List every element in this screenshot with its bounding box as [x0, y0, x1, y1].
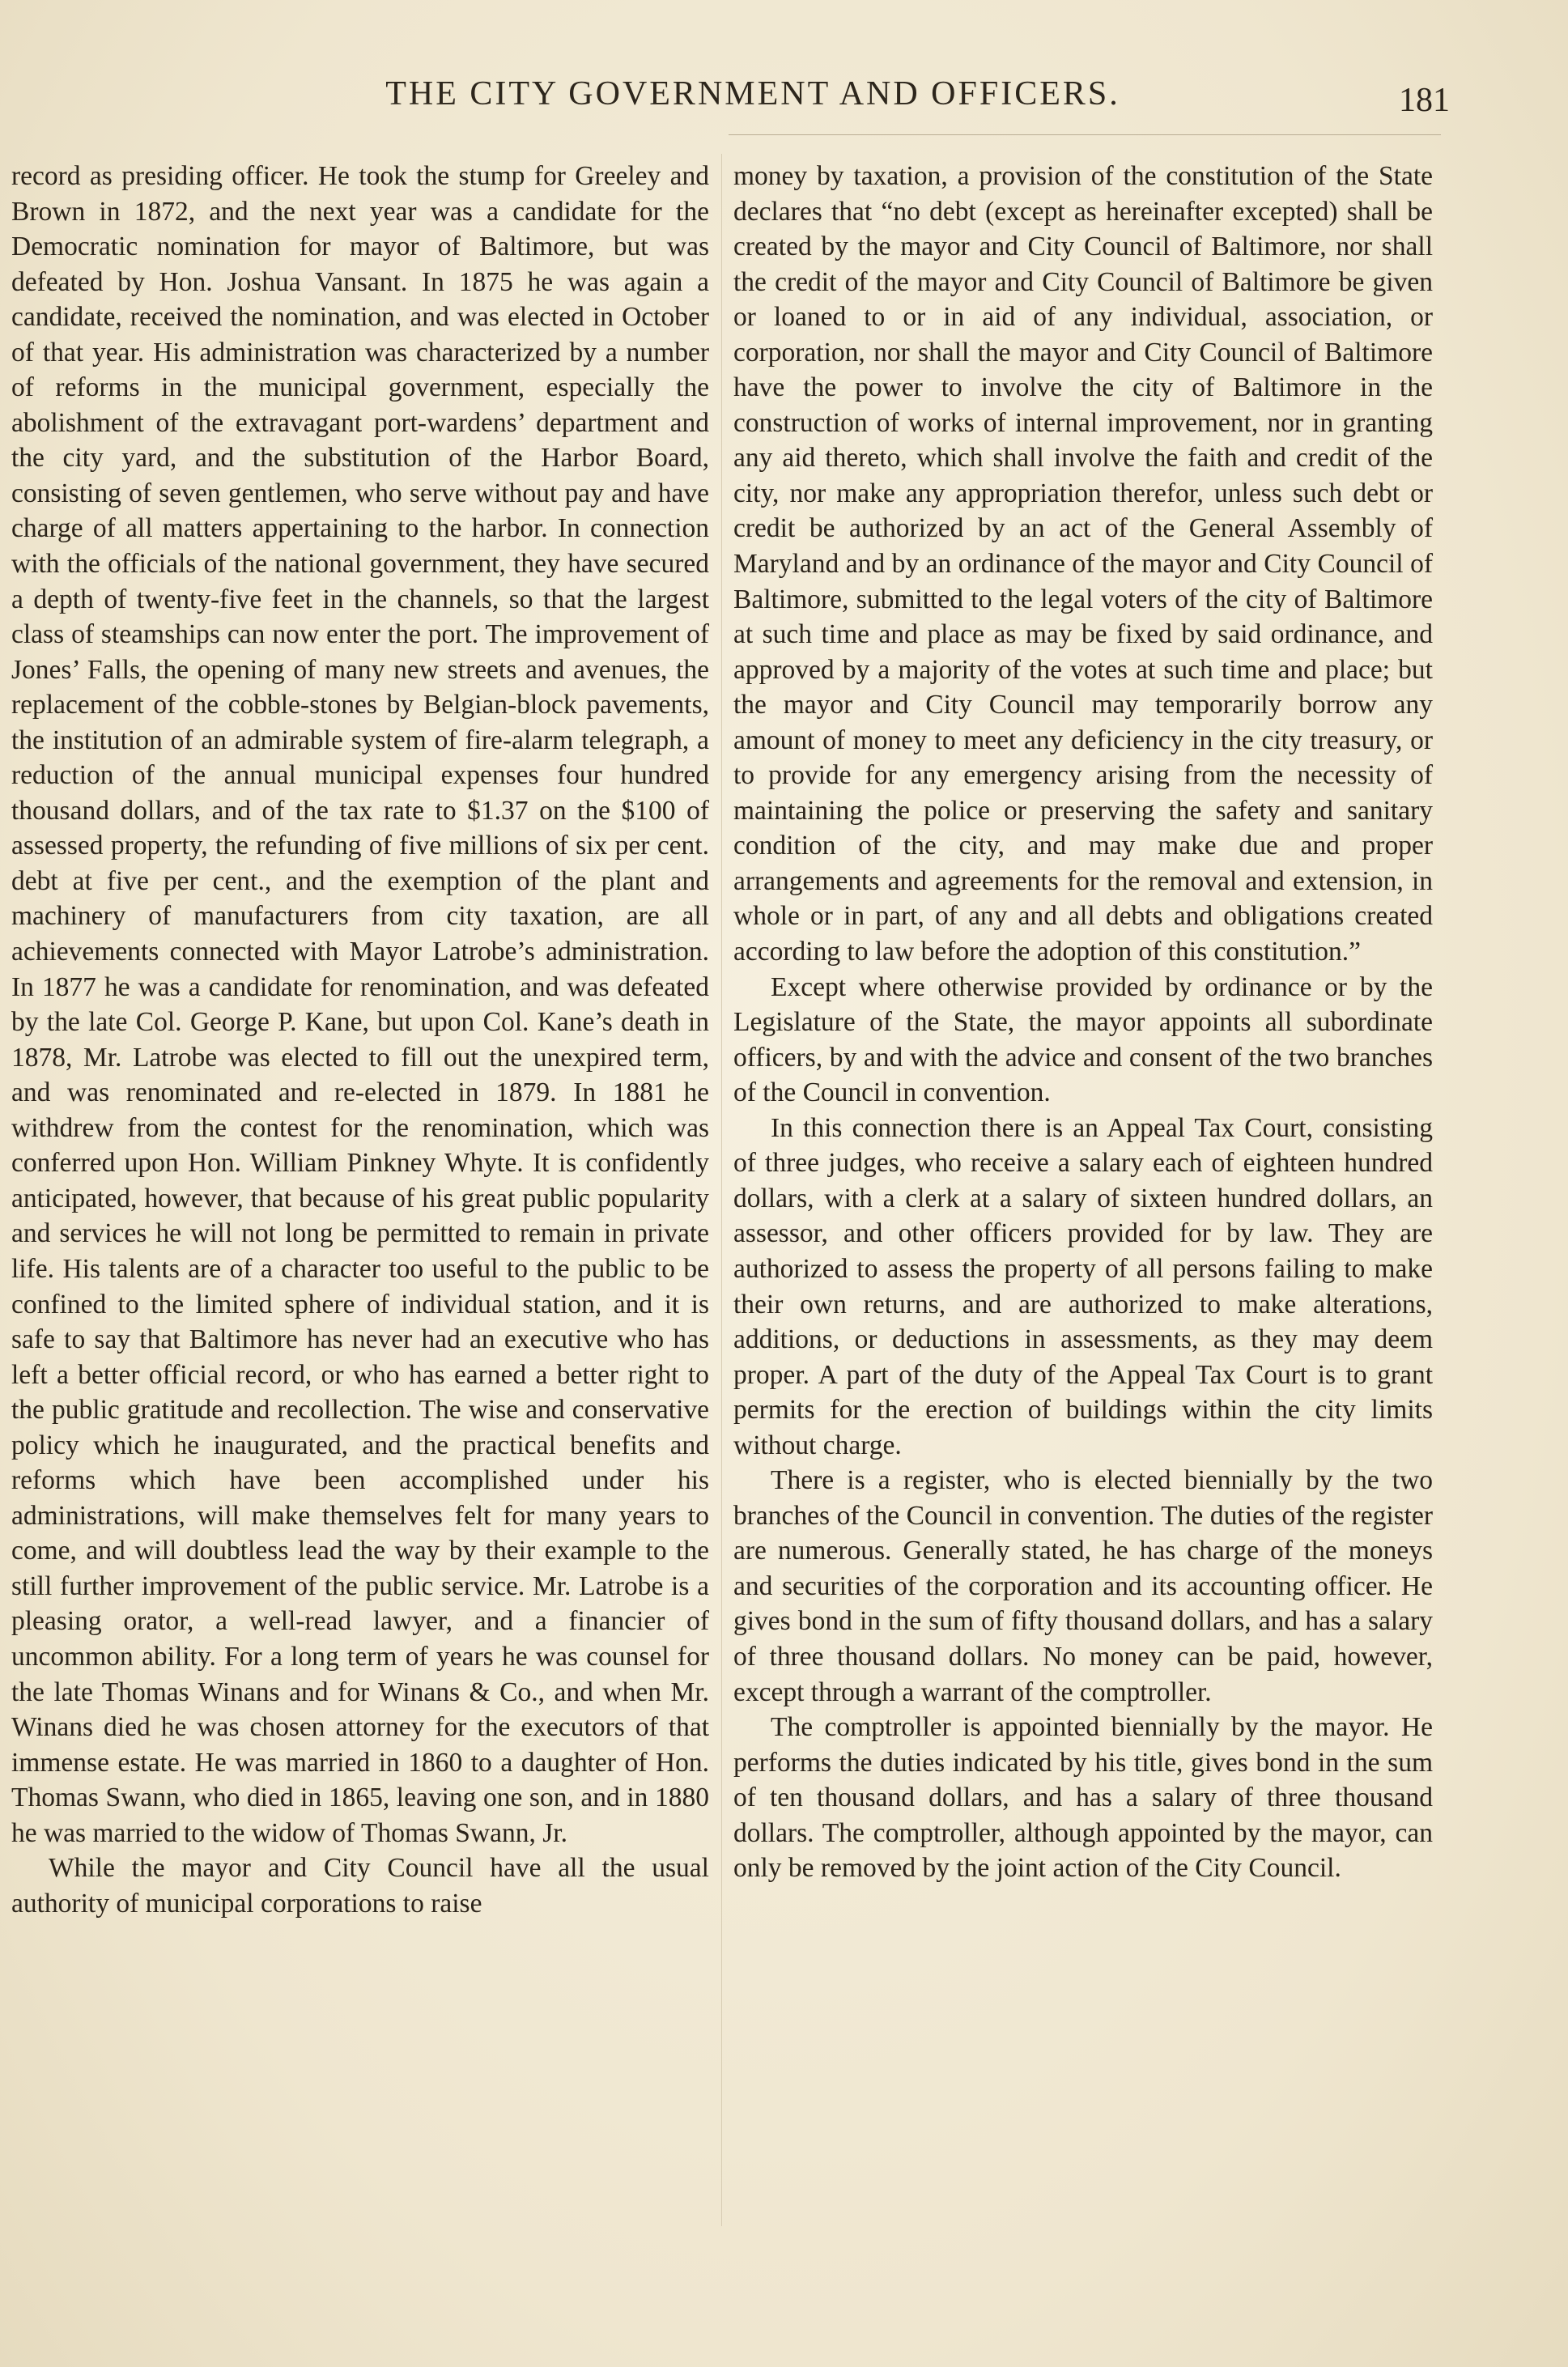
paragraph: In this connection there is an Appeal Tax Court, consisting of three judges, who receive a salary each of eighteen hundred dollars, with a clerk at a salary of sixteen hundred dollars, an assessor, and other officers provided for by law. They are authorized to assess the property of all persons failing to make their own returns, and are authorized to make alterations, additions, or deductions in assessments, as they may deem proper. A part of the duty of the Appeal Tax Court is to grant permits for the erection of buildings within the city limits without charge.	[733, 1112, 1433, 1460]
running-head: THE CITY GOVERNMENT AND OFFICERS.	[385, 75, 1120, 113]
paragraph: money by taxation, a provision of the constitution of the State declares that “no debt (except as hereinafter excepted) shall be created by the mayor and City Council of Baltimore, nor shall the credit of the mayor and City Council of Baltimore be given or loaned to or in aid of any individual, association, or corporation, nor shall the mayor and City Council of Baltimore have the power to involve the city of Baltimore in the construction of works of internal improvement, nor in granting any aid thereto, which shall involve the faith and credit of the city, nor make any appropriation therefor, unless such debt or credit be authorized by an act of the General Assembly of Maryland and by an ordinance of the mayor and City Council of Baltimore, submitted to the legal voters of the city of Baltimore at such time and place as may be fixed by said ordinance, and approved by a majority of the votes at such time and place; but the mayor and City Council may temporarily borrow any amount of money to meet any deficiency in the city treasury, or to provide for any emergency arising from the necessity of maintaining the police or preserving the safety and sanitary condition of the city, and may make due and proper arrangements and agreements for the removal and extension, in whole or in part, of any and all debts and obligations created according to law before the adoption of this constitution.”	[733, 161, 1433, 967]
paragraph: Except where otherwise provided by ordinance or by the Legislature of the State, the mayor appoints all subordinate officers, by and with the advice and consent of the two branches of the Council in convention.	[733, 971, 1433, 1108]
page-number: 181	[1399, 82, 1450, 119]
paragraph: While the mayor and City Council have all the usual authority of municipal corporations to raise	[11, 1853, 709, 1919]
paragraph: record as presiding officer. He took the stump for Greeley and Brown in 1872, and the next year was a candidate for the Democratic nomination for mayor of Baltimore, but was defeated by Hon. Joshua Vansant. In 1875 he was again a candidate, received the nomination, and was elected in October of that year. His administration was characterized by a number of reforms in the municipal government, especially the abolishment of the extravagant port-wardens’ department and the city yard, and the substitution of the Harbor Board, consisting of seven gentlemen, who serve without pay and have charge of all matters appertaining to the harbor. In connection with the officials of the national government, they have secured a depth of twenty-five feet in the channels, so that the largest class of steamships can now enter the port. The improvement of Jones’ Falls, the opening of many new streets and avenues, the replacement of the cobble-stones by Belgian-block pavements, the institution of an admirable system of fire-alarm telegraph, a reduction of the annual municipal expenses four hundred thousand dollars, and of the tax rate to $1.37 on the $100 of assessed property, the refunding of five millions of six per cent. debt at five per cent., and the exemption of the plant and machinery of manufacturers from city taxation, are all achievements connected with Mayor Latrobe’s administration. In 1877 he was a candidate for renomination, and was defeated by the late Col. George P. Kane, but upon Col. Kane’s death in 1878, Mr. Latrobe was elected to fill out the unexpired term, and was renominated and re-elected in 1879. In 1881 he withdrew from the contest for the renomination, which was conferred upon Hon. William Pinkney Whyte. It is confidently anticipated, however, that because of his great public popularity and services he will not long be permitted to remain in private life. His talents are of a character too useful to the public to be confined to the limited sphere of individual station, and it is safe to say that Baltimore has never had an executive who has left a better official record, or who has earned a better right to the public gratitude and recollection. The wise and conservative policy which he inaugurated, and the practical benefits and reforms which have been accomplished under his administrations, will make themselves felt for many years to come, and will doubtless lead the way by their example to the still further improvement of the public service. Mr. Latrobe is a pleasing orator, a well-read lawyer, and a financier of uncommon ability. For a long term of years he was counsel for the late Thomas Winans and for Winans & Co., and when Mr. Winans died he was chosen attorney for the executors of that immense estate. He was married in 1860 to a daughter of Hon. Thomas Swann, who died in 1865, leaving one son, and in 1880 he was married to the widow of Thomas Swann, Jr.	[11, 161, 709, 1848]
left-column	[11, 159, 709, 1921]
header-rule	[729, 134, 1441, 135]
paragraph: The comptroller is appointed biennially by the mayor. He performs the duties indicated by his title, gives bond in the sum of ten thousand dollars, and has a salary of three thousand dollars. The comptroller, although appointed by the mayor, can only be removed by the joint action of the City Council.	[733, 1712, 1433, 1884]
column-divider	[721, 154, 722, 2226]
paragraph: There is a register, who is elected biennially by the two branches of the Council in convention. The duties of the register are numerous. Generally stated, he has charge of the moneys and securities of the corporation and its accounting officer. He gives bond in the sum of fifty thousand dollars, and has a salary of three thousand dollars. No money can be paid, however, except through a warrant of the comptroller.	[733, 1465, 1433, 1707]
right-column	[733, 159, 1433, 1886]
